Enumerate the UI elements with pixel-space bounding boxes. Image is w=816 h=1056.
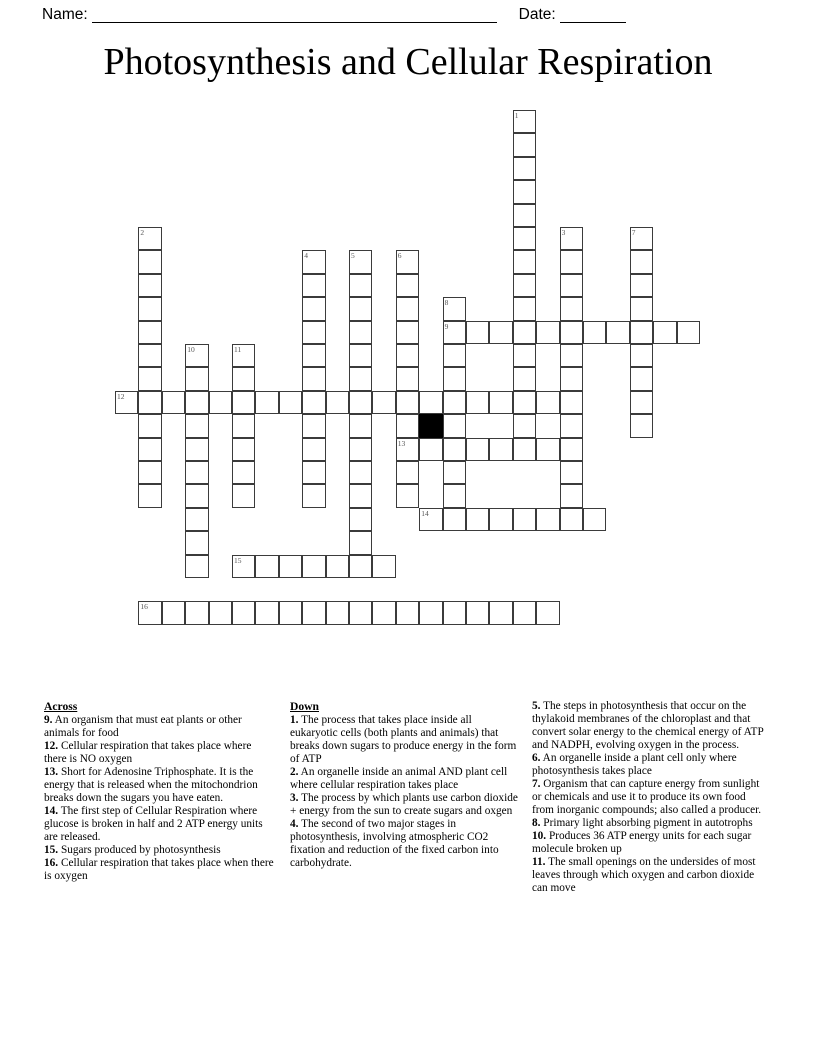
down-clue-list xyxy=(290,714,522,870)
grid-cell[interactable] xyxy=(513,391,536,414)
grid-cell[interactable] xyxy=(396,414,419,437)
grid-cell[interactable] xyxy=(326,555,349,578)
grid-cell[interactable] xyxy=(560,227,583,250)
grid-cell[interactable] xyxy=(302,555,325,578)
grid-cell[interactable] xyxy=(513,250,536,273)
clue-text: An organelle inside an animal AND plant cell where cellular respiration takes place xyxy=(290,766,508,791)
grid-cell[interactable] xyxy=(396,391,419,414)
grid-cell[interactable] xyxy=(232,601,255,624)
clue-text: An organelle inside a plant cell only where photosynthesis takes place xyxy=(532,752,737,777)
clue-text: An organism that must eat plants or other animals for food xyxy=(44,714,242,739)
grid-cell[interactable] xyxy=(349,250,372,273)
grid-cell[interactable] xyxy=(279,391,302,414)
grid-cell[interactable] xyxy=(630,344,653,367)
grid-cell[interactable] xyxy=(630,414,653,437)
grid-cell[interactable] xyxy=(396,367,419,390)
grid-cell[interactable] xyxy=(560,250,583,273)
grid-cell[interactable] xyxy=(185,414,208,437)
grid-cell[interactable] xyxy=(138,438,161,461)
clue-text: Produces 36 ATP energy units for each sugar molecule broken up xyxy=(532,830,752,855)
grid-cell[interactable] xyxy=(326,391,349,414)
grid-cell[interactable] xyxy=(349,555,372,578)
grid-cell[interactable] xyxy=(513,297,536,320)
grid-cell[interactable] xyxy=(349,484,372,507)
grid-cell[interactable] xyxy=(630,250,653,273)
grid-cell[interactable] xyxy=(536,601,559,624)
grid-cell[interactable] xyxy=(349,274,372,297)
grid-cell[interactable] xyxy=(560,438,583,461)
clue-text: The steps in photosynthesis that occur on the thylakoid membranes of the chloroplast and that convert solar energy to the chemical energy of ATP and NADPH, evolving oxygen in the process. xyxy=(532,700,764,751)
grid-cell[interactable] xyxy=(443,438,466,461)
grid-cell[interactable] xyxy=(349,321,372,344)
grid-cell[interactable] xyxy=(536,391,559,414)
grid-cell[interactable] xyxy=(419,391,442,414)
grid-cell[interactable] xyxy=(489,601,512,624)
grid-cell[interactable] xyxy=(513,157,536,180)
grid-cell[interactable] xyxy=(372,601,395,624)
grid-cell-number: 16 xyxy=(140,602,148,612)
grid-cell[interactable] xyxy=(513,110,536,133)
grid-cell[interactable] xyxy=(232,414,255,437)
grid-cell[interactable] xyxy=(443,367,466,390)
grid-cell[interactable] xyxy=(349,508,372,531)
grid-cell[interactable] xyxy=(138,274,161,297)
clues-down-continued-column xyxy=(532,700,764,895)
grid-cell[interactable] xyxy=(630,274,653,297)
clue-text: Sugars produced by photosynthesis xyxy=(58,844,221,856)
grid-cell[interactable] xyxy=(138,391,161,414)
grid-cell[interactable] xyxy=(185,601,208,624)
grid-cell[interactable] xyxy=(419,508,442,531)
clue-text: Short for Adenosine Triphosphate. It is the energy that is released when the mitochondrion breaks down the sugars you have eaten. xyxy=(44,766,258,804)
across-heading: Across xyxy=(44,700,78,713)
grid-cell[interactable] xyxy=(489,438,512,461)
grid-cell-number: 13 xyxy=(397,438,406,448)
grid-cell[interactable] xyxy=(443,414,466,437)
grid-cell[interactable] xyxy=(349,367,372,390)
grid-cell[interactable] xyxy=(138,250,161,273)
grid-cell[interactable] xyxy=(513,508,536,531)
grid-cell[interactable] xyxy=(560,414,583,437)
grid-cell[interactable] xyxy=(560,508,583,531)
clue-number: 4. xyxy=(290,818,299,830)
grid-cell[interactable] xyxy=(630,297,653,320)
grid-cell-number: 5 xyxy=(351,251,355,261)
grid-cell[interactable] xyxy=(513,227,536,250)
name-write-in-field[interactable] xyxy=(92,8,497,23)
grid-cell[interactable] xyxy=(443,297,466,320)
grid-cell[interactable] xyxy=(255,555,278,578)
grid-cell-number: 14 xyxy=(421,508,429,518)
grid-cell[interactable] xyxy=(185,391,208,414)
grid-cell-number: 9 xyxy=(444,321,449,331)
grid-cell[interactable] xyxy=(489,508,512,531)
clue-item xyxy=(532,700,764,752)
grid-cell[interactable] xyxy=(302,484,325,507)
date-write-in-field[interactable] xyxy=(560,8,626,23)
grid-cell[interactable] xyxy=(349,531,372,554)
grid-cell[interactable] xyxy=(513,438,536,461)
grid-cell-number: 15 xyxy=(234,555,242,565)
grid-cell[interactable] xyxy=(513,274,536,297)
grid-cell-number: 12 xyxy=(117,391,125,401)
grid-cell[interactable] xyxy=(419,601,442,624)
grid-cell[interactable] xyxy=(302,438,325,461)
down-continued-clue-list xyxy=(532,700,764,895)
clue-number: 5. xyxy=(532,700,541,712)
grid-cell-number: 11 xyxy=(234,345,242,354)
grid-cell[interactable] xyxy=(255,391,278,414)
grid-cell-number: 7 xyxy=(631,228,636,237)
grid-cell[interactable] xyxy=(185,438,208,461)
grid-cell[interactable] xyxy=(349,414,372,437)
grid-cell[interactable] xyxy=(138,367,161,390)
grid-cell[interactable] xyxy=(443,344,466,367)
grid-cell[interactable] xyxy=(419,438,442,461)
grid-cell[interactable] xyxy=(302,274,325,297)
grid-cell[interactable] xyxy=(349,461,372,484)
grid-cell[interactable] xyxy=(513,344,536,367)
grid-cell[interactable] xyxy=(560,461,583,484)
grid-cell[interactable] xyxy=(443,461,466,484)
grid-cell[interactable] xyxy=(232,484,255,507)
grid-cell-number: 1 xyxy=(514,111,519,120)
grid-cell[interactable] xyxy=(232,391,255,414)
grid-cell[interactable] xyxy=(560,484,583,507)
grid-cell[interactable] xyxy=(279,601,302,624)
clue-number: 10. xyxy=(532,830,547,842)
grid-cell[interactable] xyxy=(630,321,653,344)
clue-number: 14. xyxy=(44,805,59,817)
grid-cell[interactable] xyxy=(162,601,185,624)
clue-number: 12. xyxy=(44,740,59,752)
grid-cell[interactable] xyxy=(396,601,419,624)
grid-cell[interactable] xyxy=(489,391,512,414)
clue-number: 16. xyxy=(44,857,59,869)
grid-cell[interactable] xyxy=(513,367,536,390)
grid-cell[interactable] xyxy=(536,438,559,461)
grid-block-cell xyxy=(419,414,442,437)
name-label: Name: xyxy=(42,6,88,23)
grid-cell[interactable] xyxy=(466,601,489,624)
date-label: Date: xyxy=(518,6,556,23)
grid-cell[interactable] xyxy=(302,391,325,414)
clue-text: Cellular respiration that takes place when there is oxygen xyxy=(44,857,274,882)
clue-number: 1. xyxy=(290,714,299,726)
grid-cell[interactable] xyxy=(302,461,325,484)
crossword-grid[interactable] xyxy=(115,110,715,630)
grid-cell[interactable] xyxy=(232,438,255,461)
clue-number: 15. xyxy=(44,844,59,856)
grid-cell[interactable] xyxy=(326,601,349,624)
grid-cell[interactable] xyxy=(232,461,255,484)
name-date-line xyxy=(0,0,816,30)
grid-cell-number: 4 xyxy=(304,251,308,261)
clue-item xyxy=(44,740,276,766)
grid-cell[interactable] xyxy=(560,344,583,367)
grid-cell-number: 2 xyxy=(140,228,145,237)
clue-item xyxy=(290,792,522,818)
grid-cell[interactable] xyxy=(513,204,536,227)
grid-cell[interactable] xyxy=(372,391,395,414)
grid-cell[interactable] xyxy=(677,321,700,344)
clue-item xyxy=(532,778,764,817)
clue-item xyxy=(290,818,522,870)
grid-cell[interactable] xyxy=(396,461,419,484)
grid-cell[interactable] xyxy=(185,344,208,367)
grid-cell[interactable] xyxy=(466,508,489,531)
grid-cell[interactable] xyxy=(138,297,161,320)
grid-cell[interactable] xyxy=(349,297,372,320)
grid-cell-number: 10 xyxy=(187,345,195,354)
grid-cell[interactable] xyxy=(185,531,208,554)
page-title: Photosynthesis and Cellular Respiration xyxy=(103,41,713,83)
clue-text: The second of two major stages in photosynthesis, involving atmospheric CO2 fixation and reduction of the fixed carbon into carbohydrate. xyxy=(290,818,499,869)
grid-cell[interactable] xyxy=(630,367,653,390)
grid-cell[interactable] xyxy=(138,321,161,344)
clues-section xyxy=(0,700,816,960)
grid-cell[interactable] xyxy=(560,297,583,320)
grid-cell[interactable] xyxy=(466,321,489,344)
grid-cell[interactable] xyxy=(560,274,583,297)
grid-cell[interactable] xyxy=(209,601,232,624)
grid-cell[interactable] xyxy=(536,508,559,531)
grid-cell[interactable] xyxy=(255,601,278,624)
grid-cell[interactable] xyxy=(138,461,161,484)
clue-item xyxy=(532,830,764,856)
grid-cell-number: 8 xyxy=(444,298,449,308)
grid-cell[interactable] xyxy=(536,321,559,344)
clues-down-column xyxy=(290,700,522,870)
grid-cell[interactable] xyxy=(396,274,419,297)
clue-item xyxy=(44,844,276,857)
clue-number: 6. xyxy=(532,752,541,764)
grid-cell[interactable] xyxy=(302,601,325,624)
grid-cell[interactable] xyxy=(583,321,606,344)
grid-cell[interactable] xyxy=(349,344,372,367)
grid-cell[interactable] xyxy=(138,344,161,367)
grid-cell[interactable] xyxy=(138,601,161,624)
grid-cell-number: 6 xyxy=(397,251,402,261)
grid-cell[interactable] xyxy=(138,484,161,507)
clue-item xyxy=(44,714,276,740)
grid-cell[interactable] xyxy=(653,321,676,344)
grid-cell[interactable] xyxy=(185,508,208,531)
clues-across-column xyxy=(44,700,276,883)
grid-cell-number: 3 xyxy=(561,228,566,237)
grid-cell[interactable] xyxy=(279,555,302,578)
clue-number: 8. xyxy=(532,817,541,829)
grid-cell[interactable] xyxy=(583,508,606,531)
grid-cell[interactable] xyxy=(513,414,536,437)
clue-number: 3. xyxy=(290,792,299,804)
grid-cell[interactable] xyxy=(443,321,466,344)
grid-cell[interactable] xyxy=(396,250,419,273)
grid-cell[interactable] xyxy=(630,227,653,250)
grid-cell[interactable] xyxy=(443,484,466,507)
grid-cell[interactable] xyxy=(349,438,372,461)
grid-cell[interactable] xyxy=(396,438,419,461)
clue-item xyxy=(290,766,522,792)
grid-cell[interactable] xyxy=(185,484,208,507)
clue-item xyxy=(290,714,522,766)
clue-item xyxy=(44,766,276,805)
grid-cell[interactable] xyxy=(302,250,325,273)
grid-cell[interactable] xyxy=(513,180,536,203)
grid-cell[interactable] xyxy=(396,321,419,344)
clue-item xyxy=(44,805,276,844)
grid-cell[interactable] xyxy=(396,344,419,367)
grid-cell[interactable] xyxy=(606,321,629,344)
clue-text: The small openings on the undersides of most leaves through which oxygen and carbon dioxide can move xyxy=(532,856,756,894)
clue-number: 7. xyxy=(532,778,541,790)
clue-number: 13. xyxy=(44,766,59,778)
clue-text: The process by which plants use carbon dioxide + energy from the sun to create sugars and oxgen xyxy=(290,792,518,817)
grid-cell[interactable] xyxy=(302,414,325,437)
grid-cell[interactable] xyxy=(162,391,185,414)
down-heading: Down xyxy=(290,700,319,713)
grid-cell[interactable] xyxy=(349,391,372,414)
grid-cell[interactable] xyxy=(513,601,536,624)
grid-cell[interactable] xyxy=(302,321,325,344)
clue-number: 9. xyxy=(44,714,53,726)
grid-cell[interactable] xyxy=(396,297,419,320)
clue-text: The process that takes place inside all eukaryotic cells (both plants and animals) that breaks down sugars to produce energy in the form of ATP xyxy=(290,714,517,765)
grid-cell[interactable] xyxy=(513,321,536,344)
clue-item xyxy=(532,856,764,895)
grid-cell[interactable] xyxy=(396,484,419,507)
grid-cell[interactable] xyxy=(232,555,255,578)
grid-cell[interactable] xyxy=(630,391,653,414)
grid-cell[interactable] xyxy=(443,508,466,531)
grid-cell[interactable] xyxy=(209,391,232,414)
grid-cell[interactable] xyxy=(232,367,255,390)
clue-text: Cellular respiration that takes place where there is NO oxygen xyxy=(44,740,252,765)
grid-cell[interactable] xyxy=(443,601,466,624)
grid-cell[interactable] xyxy=(185,555,208,578)
grid-cell[interactable] xyxy=(560,391,583,414)
grid-cell[interactable] xyxy=(115,391,138,414)
clue-number: 2. xyxy=(290,766,299,778)
grid-cell[interactable] xyxy=(138,227,161,250)
grid-cell[interactable] xyxy=(466,391,489,414)
grid-cell[interactable] xyxy=(232,344,255,367)
clue-number: 11. xyxy=(532,856,546,868)
clue-item xyxy=(44,857,276,883)
grid-cell[interactable] xyxy=(302,344,325,367)
grid-cell[interactable] xyxy=(302,367,325,390)
grid-cell[interactable] xyxy=(302,297,325,320)
grid-cell[interactable] xyxy=(138,414,161,437)
grid-cell[interactable] xyxy=(372,555,395,578)
across-clue-list xyxy=(44,714,276,883)
clue-item xyxy=(532,817,764,830)
grid-cell[interactable] xyxy=(466,438,489,461)
clue-item xyxy=(532,752,764,778)
clue-text: Primary light absorbing pigment in autotrophs xyxy=(540,817,753,829)
grid-cell[interactable] xyxy=(349,601,372,624)
clue-text: Organism that can capture energy from sunlight or chemicals and use it to produce its own food from inorganic compounds; also called a producer. xyxy=(532,778,762,816)
grid-cell[interactable] xyxy=(185,461,208,484)
grid-cell[interactable] xyxy=(489,321,512,344)
grid-cell[interactable] xyxy=(513,133,536,156)
grid-cell[interactable] xyxy=(560,367,583,390)
grid-cell[interactable] xyxy=(443,391,466,414)
clue-text: The first step of Cellular Respiration where glucose is broken in half and 2 ATP energy units are released. xyxy=(44,805,263,843)
grid-cell[interactable] xyxy=(185,367,208,390)
grid-cell[interactable] xyxy=(560,321,583,344)
